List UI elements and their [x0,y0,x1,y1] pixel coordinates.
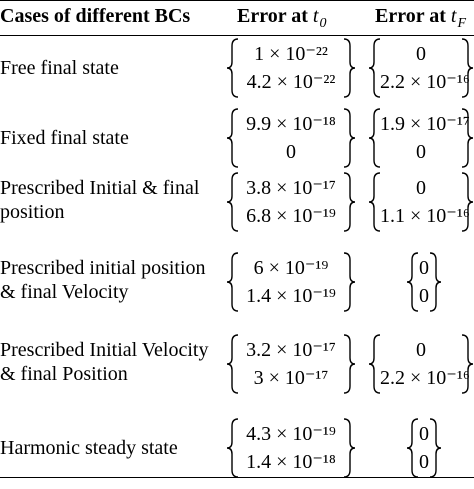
right-brace [342,334,356,394]
vector-entry: 0 [419,423,429,445]
header-error-tf [375,4,466,31]
case-label [0,56,222,80]
table-bottom-rule [0,477,474,478]
case-label [0,256,222,304]
error-t0-vector [226,172,356,232]
vector-entry: 1.1 × 10⁻¹⁶ [380,205,470,227]
error-t0-vector [226,418,356,478]
vector-entry: 4.2 × 10⁻²² [246,71,336,93]
right-brace [342,108,356,168]
error-tf-vector [406,418,442,478]
case-label-line: Prescribed initial position [0,257,206,279]
table-row [0,418,474,478]
header-error-tf-var: t [450,5,457,27]
vector-entry: 0 [416,339,426,361]
header-error-tf-prefix: Error at [375,5,451,27]
error-tf-vector [368,334,474,394]
case-label [0,436,222,460]
case-label-line: & final Velocity [0,281,129,303]
table-row [0,108,474,168]
vector-entry: 3.2 × 10⁻¹⁷ [246,339,336,361]
right-brace [428,252,442,312]
header-cases [0,4,190,28]
vector-entry: 6.8 × 10⁻¹⁹ [246,205,336,227]
vector-entry: 0 [419,257,429,279]
case-label-line: Fixed final state [0,127,129,149]
vector-entry: 0 [416,43,426,65]
case-label [0,126,222,150]
vector-entry: 2.2 × 10⁻¹⁶ [380,71,470,93]
error-tf-vector [368,38,474,98]
table-header-rule [0,35,474,36]
right-brace [342,418,356,478]
error-t0-vector [226,334,356,394]
error-tf-vector [406,252,442,312]
vector-entry: 0 [416,141,426,163]
right-brace [342,38,356,98]
case-label-line: Harmonic steady state [0,437,178,459]
error-t0-vector [226,38,356,98]
case-label-line: Free final state [0,57,119,79]
right-brace [428,418,442,478]
vector-entry: 0 [419,451,429,473]
error-tf-vector [368,108,474,168]
table-row [0,172,474,232]
vector-entry: 9.9 × 10⁻¹⁸ [246,113,336,135]
header-error-tf-sub: F [457,16,467,31]
case-label-line: Prescribed Initial & final [0,177,200,199]
header-cases-label: Cases of different BCs [0,5,191,27]
case-label-line: position [0,201,65,223]
vector-entry: 1.9 × 10⁻¹⁷ [380,113,470,135]
error-tf-vector [368,172,474,232]
vector-entry: 1.4 × 10⁻¹⁹ [246,285,336,307]
table-top-rule [0,0,474,1]
vector-entry: 3.8 × 10⁻¹⁷ [246,177,336,199]
vector-entry: 4.3 × 10⁻¹⁹ [246,423,336,445]
vector-entry: 2.2 × 10⁻¹⁶ [380,367,470,389]
vector-entry: 6 × 10⁻¹⁹ [253,257,329,279]
vector-entry: 1 × 10⁻²² [254,43,328,65]
vector-entry: 0 [419,285,429,307]
vector-entry: 0 [286,141,296,163]
table-row [0,334,474,394]
vector-entry: 1.4 × 10⁻¹⁸ [246,451,336,473]
header-error-t0-sub: 0 [319,16,327,31]
right-brace [342,172,356,232]
vector-entry: 0 [416,177,426,199]
case-label-line: & final Position [0,363,128,385]
error-t0-vector [226,108,356,168]
case-label [0,176,222,224]
table-row [0,252,474,312]
error-t0-vector [226,252,356,312]
case-label-line: Prescribed Initial Velocity [0,339,209,361]
vector-entry: 3 × 10⁻¹⁷ [253,367,329,389]
header-error-t0-prefix: Error at [237,5,313,27]
header-error-t0 [237,4,326,31]
case-label [0,338,222,386]
header-error-t0-var: t [312,5,319,27]
table-row [0,38,474,98]
right-brace [342,252,356,312]
